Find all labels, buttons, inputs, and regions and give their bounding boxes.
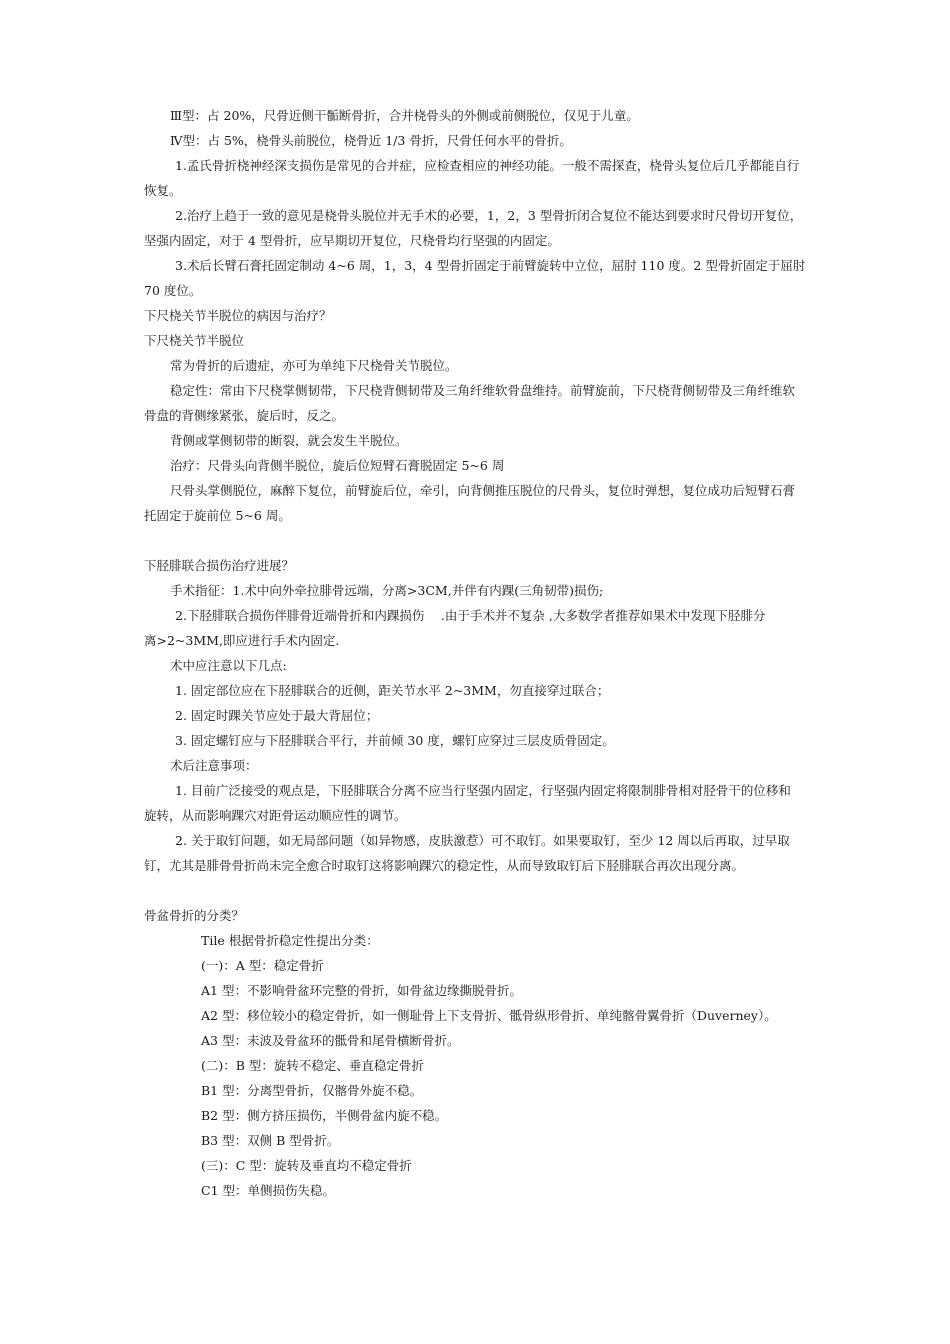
text-line: 1. 目前广泛接受的观点是，下胫腓联合分离不应当行坚强内固定，行坚强内固定将限制腓骨相对胫骨干的位移和 — [175, 783, 791, 798]
text-line: 术后注意事项： — [170, 758, 258, 773]
text-line: A3 型：未波及骨盆环的骶骨和尾骨横断骨折。 — [201, 1033, 460, 1048]
text-line: 稳定性：常由下尺桡掌侧韧带，下尺桡背侧韧带及三角纤维软骨盘维持。前臂旋前，下尺桡背侧韧带及三角纤维软 — [170, 383, 796, 398]
text-line: 离>2~3MM,即应进行手术内固定. — [144, 633, 340, 648]
text-line: 钉，尤其是腓骨骨折尚未完全愈合时取钉这将影响踝穴的稳定性，从而导致取钉后下胫腓联合再次出现分离。 — [144, 858, 745, 873]
text-line: C1 型：单侧损伤失稳。 — [201, 1183, 335, 1198]
text-line: 2.治疗上趋于一致的意见是桡骨头脱位并无手术的必要，1，2，3 型骨折闭合复位不能达到要求时尺骨切开复位， — [175, 208, 803, 223]
text-line: 骨盘的背侧缘紧张，旋后时，反之。 — [144, 408, 345, 423]
text-line: 术中应注意以下几点: — [170, 658, 287, 673]
text-line: 坚强内固定，对于 4 型骨折，应早期切开复位，尺桡骨均行坚强的内固定。 — [144, 233, 560, 248]
text-line: 1.孟氏骨折桡神经深支损伤是常见的合并症，应检查相应的神经功能。一般不需探查，桡骨头复位后几乎都能自行 — [175, 158, 800, 173]
text-line: 3. 固定螺钉应与下胫腓联合平行，并前倾 30 度，螺钉应穿过三层皮质骨固定。 — [175, 733, 615, 748]
text-line: (二)：B 型：旋转不稳定、垂直稳定骨折 — [201, 1058, 424, 1073]
text-line: 2.下胫腓联合损伤伴腓骨近端骨折和内踝损伤 .由于手术并不复杂 ,大多数学者推荐如果术中发现下胫腓分 — [175, 608, 766, 623]
section-heading: 骨盆骨折的分类？ — [144, 908, 245, 923]
text-line: 旋转，从而影响踝穴对距骨运动顺应性的调节。 — [144, 808, 407, 823]
text-line: 恢复。 — [144, 183, 182, 198]
text-line: 2. 关于取钉问题，如无局部问题（如异物感，皮肤激惹）可不取钉。如果要取钉，至少 12 周以后再取，过早取 — [175, 833, 790, 848]
text-line: 尺骨头掌侧脱位，麻醉下复位，前臂旋后位，牵引，向背侧推压脱位的尺骨头，复位时弹想，复位成功后短臂石膏 — [170, 483, 796, 498]
section-heading: 下尺桡关节半脱位的病因与治疗？ — [144, 308, 332, 323]
text-line: 下尺桡关节半脱位 — [144, 333, 245, 348]
text-line: 3.术后长臂石膏托固定制动 4~6 周，1，3，4 型骨折固定于前臂旋转中立位，屈肘 110 度。2 型骨折固定于屈肘 — [175, 258, 806, 273]
text-line: 治疗：尺骨头向背侧半脱位，旋后位短臂石膏脱固定 5~6 周 — [170, 458, 505, 473]
text-line: 1. 固定部位应在下胫腓联合的近侧，距关节水平 2~3MM，勿直接穿过联合； — [175, 683, 610, 698]
text-line: (一)：A 型：稳定骨折 — [201, 958, 324, 973]
text-line: B2 型：侧方挤压损伤，半侧骨盆内旋不稳。 — [201, 1108, 448, 1123]
text-line: 70 度位。 — [144, 283, 202, 298]
text-line: (三)：C 型：旋转及垂直均不稳定骨折 — [201, 1158, 412, 1173]
text-line: 背侧或掌侧韧带的断裂，就会发生半脱位。 — [170, 433, 408, 448]
text-line: 常为骨折的后遗症，亦可为单纯下尺桡骨关节脱位。 — [170, 358, 458, 373]
text-line: 托固定于旋前位 5~6 周。 — [144, 508, 291, 523]
text-line: B3 型：双侧 B 型骨折。 — [201, 1133, 340, 1148]
text-line: B1 型：分离型骨折，仅髂骨外旋不稳。 — [201, 1083, 423, 1098]
text-line: Ⅲ型：占 20%，尺骨近侧干骺断骨折，合并桡骨头的外侧或前侧脱位，仅见于儿童。 — [170, 108, 639, 123]
section-heading: 下胫腓联合损伤治疗进展？ — [144, 558, 295, 573]
text-line: A1 型：不影响骨盆环完整的骨折，如骨盆边缘撕脱骨折。 — [201, 983, 522, 998]
text-line: 手术指征：1.术中向外牵拉腓骨远端，分离>3CM,并伴有内踝(三角韧带)损伤; — [170, 583, 604, 598]
text-line: Tile 根据骨折稳定性提出分类： — [201, 933, 379, 948]
text-line: 2. 固定时踝关节应处于最大背屈位； — [175, 708, 379, 723]
text-line: A2 型：移位较小的稳定骨折，如一侧耻骨上下支骨折、骶骨纵形骨折、单纯髂骨翼骨折（Duverney）。 — [201, 1008, 777, 1023]
text-line: Ⅳ型：占 5%，桡骨头前脱位，桡骨近 1/3 骨折，尺骨任何水平的骨折。 — [170, 133, 572, 148]
